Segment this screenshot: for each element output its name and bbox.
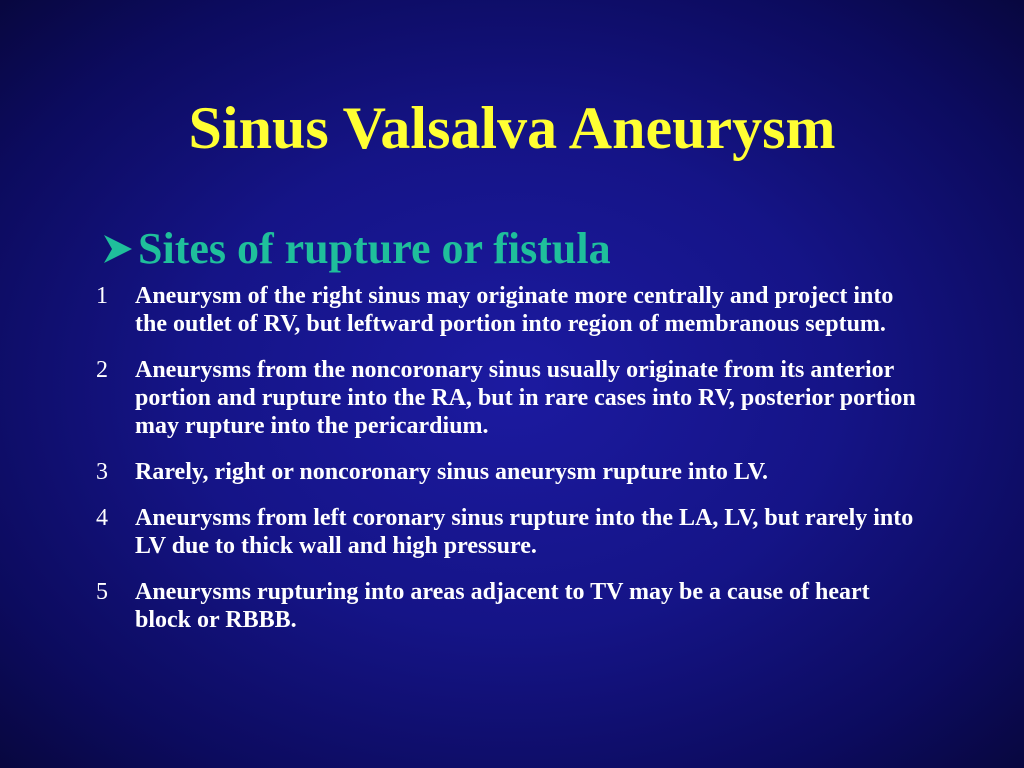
list-item [94, 458, 924, 486]
item-number: 3 [96, 459, 108, 485]
item-number: 4 [96, 505, 108, 531]
list-item [94, 356, 924, 440]
slide-title: Sinus Valsalva Aneurysm [188, 95, 836, 161]
item-number: 5 [96, 579, 108, 605]
item-number: 1 [96, 283, 108, 309]
item-number: 2 [96, 357, 108, 383]
subheading-text: Sites of rupture or fistula [138, 224, 611, 273]
item-text: Aneurysms from the noncoronary sinus usually originate from its anterior portion and rupture into the RA, but in rare cases into RV, posterior portion may rupture into the pericardium. [135, 357, 916, 439]
rupture-sites-list [94, 282, 924, 652]
item-text: Aneurysms from left coronary sinus rupture into the LA, LV, but rarely into LV due to thick wall and high pressure. [135, 505, 914, 559]
item-text: Rarely, right or noncoronary sinus aneurysm rupture into LV. [135, 459, 768, 485]
list-item [94, 282, 924, 338]
item-text: Aneurysm of the right sinus may originate more centrally and project into the outlet of RV, but leftward portion into region of membranous septum. [135, 283, 894, 337]
arrow-bullet-icon [100, 226, 136, 262]
item-text: Aneurysms rupturing into areas adjacent to TV may be a cause of heart block or RBBB. [135, 579, 870, 633]
list-item [94, 504, 924, 560]
list-item [94, 578, 924, 634]
subheading [100, 222, 611, 276]
